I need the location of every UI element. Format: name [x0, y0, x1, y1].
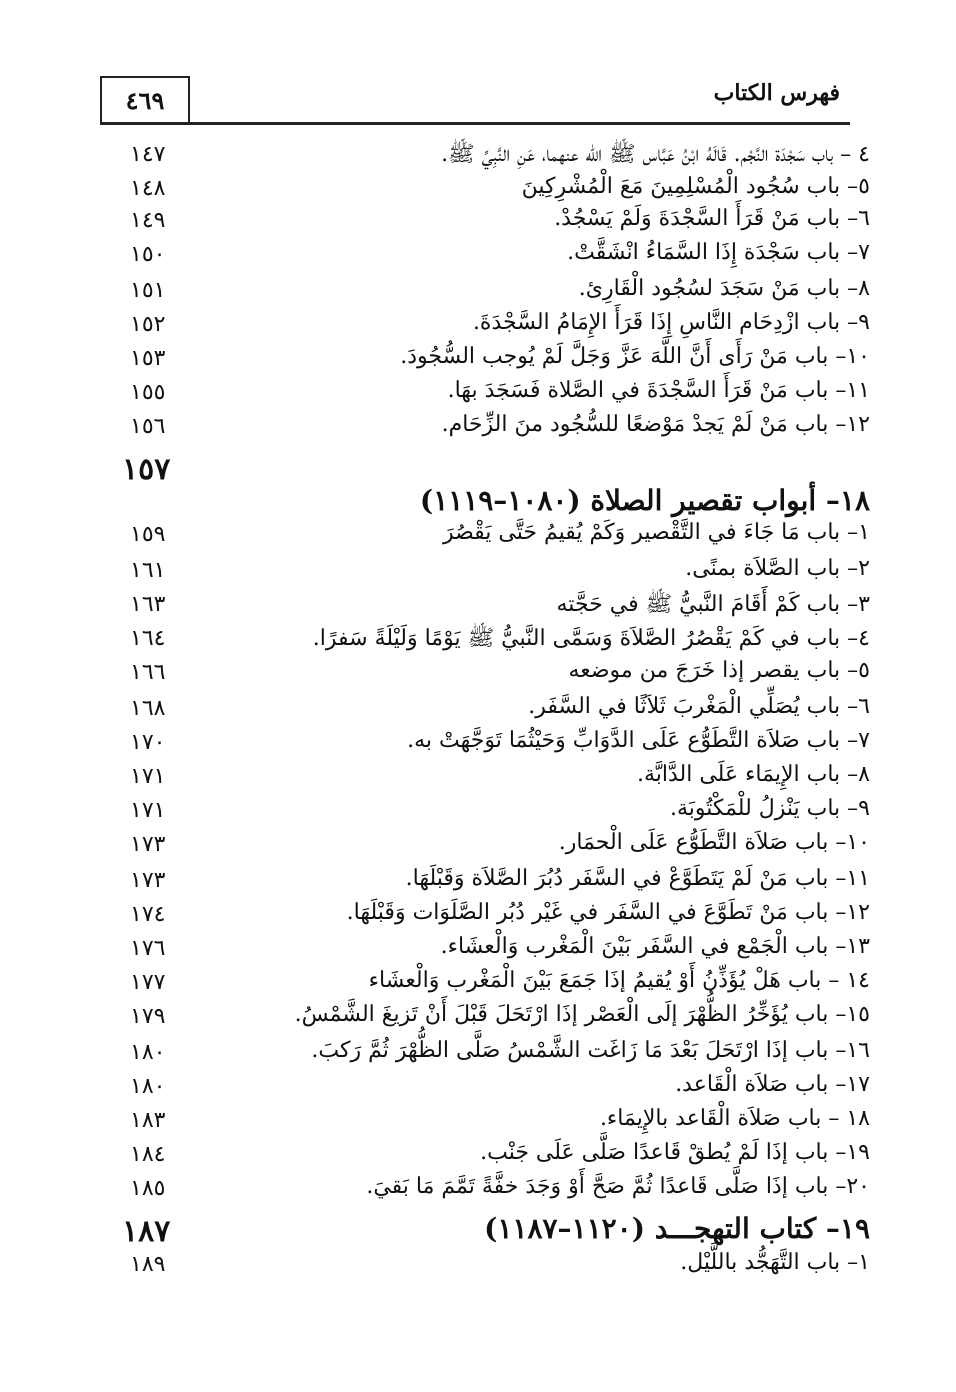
entry-page-number: ١٥٦ [130, 414, 166, 439]
entry-title: ٦– باب مَنْ قَرَأَ السَّجْدَةَ وَلَمْ يَسْجُدْ. [554, 206, 870, 231]
entry-title: ٢– باب الصَّلاَة بمنًى. [685, 556, 870, 581]
entry-title: ٥– باب سُجُود الْمُسْلِمِينَ مَعَ الْمُشْرِكِينَ [521, 174, 870, 199]
header-rule [100, 122, 850, 125]
index-entry-row [100, 310, 870, 344]
entry-title: ١٢– باب مَنْ تَطَوَّعَ في السَّفَر في غَيْر دُبُر الصَّلَوَات وَقَبْلَهَا. [346, 900, 870, 925]
entry-page-number: ١٥٥ [130, 380, 166, 405]
index-entry-row [100, 1002, 870, 1036]
entry-page-number: ١٧١ [130, 764, 166, 789]
index-entry-row [100, 378, 870, 412]
entry-title: ٤– باب في كَمْ يَقْصُرُ الصَّلاَةَ وَسَمَّى النَّبيُّ ﷺ يَوْمًا وَلَيْلَةً سَفرًا. [312, 626, 870, 651]
entry-page-number: ١٧٧ [130, 970, 166, 995]
index-entry-row [100, 728, 870, 762]
entry-page-number: ١٦٦ [130, 660, 166, 685]
entry-title: ١– باب التَّهَجُّد باللَّيْل. [680, 1250, 870, 1275]
index-entry-row [100, 240, 870, 274]
index-entry-row [100, 866, 870, 900]
entry-page-number: ١٨٩ [130, 1252, 166, 1277]
section-heading-row [100, 1212, 870, 1249]
entry-page-number: ١٧٠ [130, 730, 166, 755]
entry-page-number: ١٨٥ [130, 1176, 166, 1201]
entry-title: ١٤ – باب هَلْ يُؤَذِّنُ أَوْ يُقيمُ إذَا جَمَعَ بَيْنَ الْمَغْرب وَالْعشَاء [368, 968, 870, 993]
index-entry-row [100, 1174, 870, 1208]
entry-page-number: ١٤٧ [130, 142, 166, 167]
entry-title: ٥– باب يقصر إذا خَرَجَ من موضعه [568, 658, 870, 683]
entry-page-number: ١٥٠ [130, 242, 166, 267]
entry-title: ١٩– باب إذَا لَمْ يُطقْ قَاعدًا صَلَّى عَلَى جَنْب. [480, 1140, 870, 1165]
entry-page-number: ١٨٧ [122, 1214, 171, 1249]
entry-page-number: ١٨٣ [130, 1108, 166, 1133]
entry-title: ٩– باب يَنْزلُ للْمَكْتُوبَة. [670, 796, 870, 821]
entry-page-number: ١٤٨ [130, 176, 166, 201]
index-entry-row [100, 344, 870, 378]
entry-page-number: ١٥٣ [130, 346, 166, 371]
entry-page-number: ١٥٧ [122, 452, 171, 487]
index-entry-row [100, 658, 870, 692]
entry-page-number: ١٦٤ [130, 626, 166, 651]
entry-page-number: ١٦٨ [130, 696, 166, 721]
entry-title: ٧– باب سَجْدَة إِذَا السَّمَاءُ انْشَقَّتْ. [567, 240, 870, 265]
entry-page-number: ١٥١ [130, 278, 166, 303]
entry-title: ١٠– باب صَلاَة التَّطَوُّع عَلَى الْحمَار. [558, 830, 870, 855]
entry-page-number: ١٥٢ [130, 312, 166, 337]
section-title: ١٩– كتاب التهجـــد (١١٢٠–١١٨٧) [484, 1212, 870, 1245]
entry-title: ٨– باب الإِيمَاء عَلَى الدَّابَّة. [636, 762, 870, 787]
entry-page-number: ١٤٩ [130, 208, 166, 233]
entry-page-number: ١٦١ [130, 558, 166, 583]
index-entry-row [100, 1140, 870, 1174]
index-entry-row [100, 206, 870, 240]
index-entry-row [100, 590, 870, 624]
index-entry-row [100, 140, 870, 174]
section-title: ١٨– أبواب تقصير الصلاة (١٠٨٠–١١١٩) [419, 484, 870, 517]
section-heading-row [100, 484, 870, 518]
index-entry-row [100, 276, 870, 310]
entry-title: ١٠– باب مَنْ رَأَى أَنَّ اللَّهَ عَزَّ وَجَلَّ لَمْ يُوجب السُّجُودَ. [400, 344, 870, 369]
index-entry-row [100, 830, 870, 864]
entry-title: ١– باب مَا جَاءَ في التَّقْصير وَكَمْ يُقيمُ حَتَّى يَقْصُرَ [442, 520, 870, 545]
section-heading-row [100, 450, 870, 487]
page-number-box-right [188, 76, 190, 124]
entry-page-number: ١٧٣ [130, 868, 166, 893]
entry-title: ١٦– باب إذَا ارْتَحَلَ بَعْدَ مَا زَاغَت الشَّمْسُ صَلَّى الظُّهْرَ ثُمَّ رَكبَ. [311, 1038, 870, 1063]
running-title: فهرس الكتاب [713, 80, 840, 106]
page-number-box-left [100, 76, 102, 124]
entry-title: ١٧– باب صَلاَة الْقَاعد. [675, 1072, 870, 1097]
index-entry-row [100, 556, 870, 590]
entry-page-number: ١٨٠ [130, 1040, 166, 1065]
entry-title: ٣– باب كَمْ أَقَامَ النَّبيُّ ﷺ في حَجَّته [556, 592, 870, 617]
entry-page-number: ١٥٩ [130, 522, 166, 547]
index-entry-row [100, 174, 870, 208]
index-entry-row [100, 968, 870, 1002]
entry-title: ١٨ – باب صَلاَة الْقَاعد بالإِيمَاء. [599, 1106, 870, 1131]
page-number: ٤٦٩ [125, 86, 165, 115]
entry-page-number: ١٨٠ [130, 1074, 166, 1099]
index-entry-row [100, 624, 870, 658]
index-entry-row [100, 1250, 870, 1284]
entry-title: ٧– باب صَلاَة التَّطَوُّع عَلَى الدَّوَابِّ وَحَيْثُمَا تَوَجَّهَتْ به. [407, 728, 870, 753]
entry-page-number: ١٧٩ [130, 1004, 166, 1029]
entry-title: ١٢– باب مَنْ لَمْ يَجدْ مَوْضعًا للسُّجُود منَ الزِّحَام. [441, 412, 870, 437]
entry-page-number: ١٧١ [130, 798, 166, 823]
index-entry-row [100, 796, 870, 830]
index-entry-row [100, 1038, 870, 1072]
entry-title: ٨– باب مَنْ سَجَدَ لسُجُود الْقَارِئ. [578, 276, 870, 301]
entry-title: ١٣– باب الْجَمْع في السَّفَر بَيْنَ الْمَغْرب وَالْعشَاء. [440, 934, 870, 959]
entry-page-number: ١٧٦ [130, 936, 166, 961]
index-entry-row [100, 1072, 870, 1106]
index-entry-row [100, 900, 870, 934]
entry-title: ٤ – باب سَجْدَة النَّجْم. قَالَهُ ابْنُ عَبَّاس ﷺ الله عنهما، عَنِ النَّبِيِّ ﷺ. [441, 142, 870, 167]
entry-page-number: ١٧٣ [130, 832, 166, 857]
entry-page-number: ١٨٤ [130, 1142, 166, 1167]
entry-title: ١١– باب مَنْ لَمْ يَتَطَوَّعْ في السَّفَر دُبُرَ الصَّلاَة وَقَبْلَهَا. [405, 866, 870, 891]
page-number-box-top [100, 76, 190, 78]
index-entry-row [100, 694, 870, 728]
entry-title: ٢٠– باب إذَا صَلَّى قَاعدًا ثُمَّ صَحَّ أَوْ وَجَدَ خفَّةً تَمَّمَ مَا بَقيَ. [366, 1174, 870, 1199]
index-entry-row [100, 762, 870, 796]
entry-page-number: ١٦٣ [130, 592, 166, 617]
index-entry-row [100, 934, 870, 968]
index-entry-row [100, 520, 870, 554]
entry-title: ٦– باب يُصَلِّي الْمَغْربَ ثَلاَثًا في السَّفَر. [528, 694, 870, 719]
index-entry-row [100, 1106, 870, 1140]
entry-title: ١٥– باب يُؤَخِّرُ الظُّهْرَ إلَى الْعَصْر إذَا ارْتَحَلَ قَبْلَ أَنْ تَزيغَ الشَّمْسُ. [294, 1002, 870, 1027]
entry-page-number: ١٧٤ [130, 902, 166, 927]
index-entry-row [100, 412, 870, 446]
entry-title: ١١– باب مَنْ قَرَأَ السَّجْدَةَ في الصَّلاة فَسَجَدَ بهَا. [447, 378, 870, 403]
entry-title: ٩– باب ازْدِحَام النَّاسِ إِذَا قَرَأَ الإِمَامُ السَّجْدَةَ. [472, 310, 870, 335]
